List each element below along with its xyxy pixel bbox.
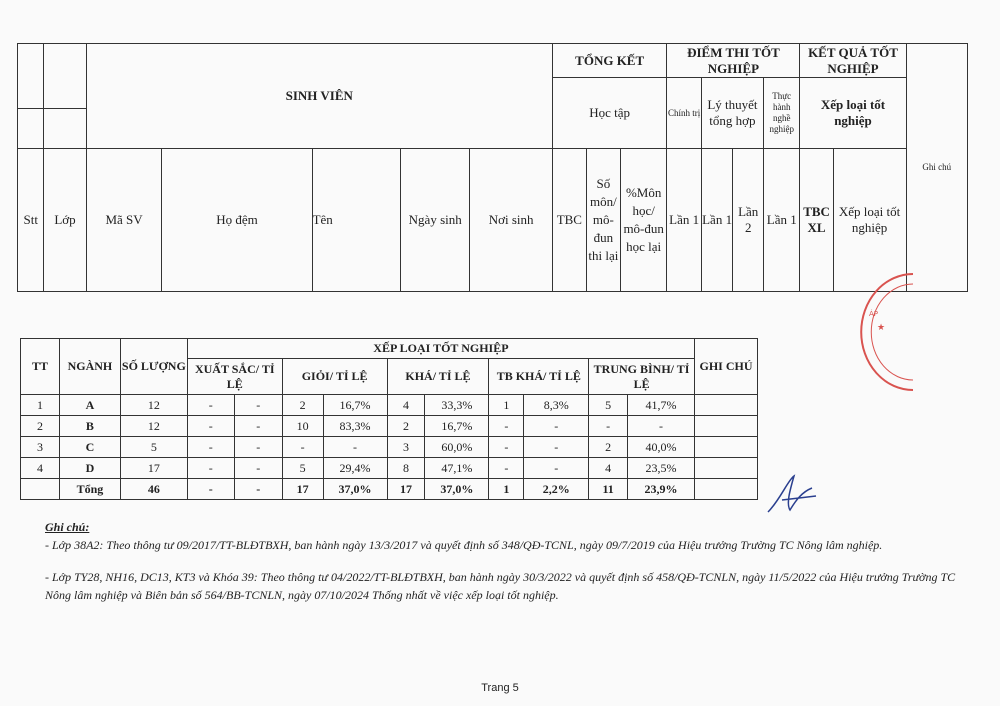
total-tbk-n: 1 [489, 479, 524, 500]
cell-gioi-n: 2 [282, 395, 323, 416]
cell-gioi-p: - [323, 437, 387, 458]
lan2-ly-thuyet-header: Lần 2 [733, 149, 764, 292]
cell-xs-p: - [234, 458, 282, 479]
notes-section [45, 518, 965, 604]
table-row [21, 437, 758, 458]
total-so-luong: 46 [120, 479, 187, 500]
thuc-hanh-header: Thực hành nghề nghiệp [764, 78, 800, 149]
cell-tb-p: 40,0% [628, 437, 695, 458]
total-xs-p: - [234, 479, 282, 500]
so-mon-header: Số môn/ mô-đun thi lại [586, 149, 620, 292]
cell-tbk-p: 8,3% [524, 395, 589, 416]
chinh-tri-header: Chính trị [667, 78, 701, 149]
tbc-header: TBC [552, 149, 586, 292]
cell-ghi-chu [695, 437, 758, 458]
total-tt [21, 479, 60, 500]
cell-kha-p: 33,3% [425, 395, 489, 416]
student-header-table [17, 43, 968, 292]
total-ghi-chu [695, 479, 758, 500]
cell-xs-n: - [187, 458, 234, 479]
trung-binh-header: TRUNG BÌNH/ TỈ LỆ [589, 359, 695, 395]
total-gioi-n: 17 [282, 479, 323, 500]
ho-dem-header: Họ đệm [162, 149, 312, 292]
table-row [21, 458, 758, 479]
cell-tbk-p: - [524, 416, 589, 437]
xep-loai-group-header: Xếp loại tốt nghiệp [800, 78, 906, 149]
gioi-header: GIỎI/ TỈ LỆ [282, 359, 387, 395]
cell-ghi-chu [695, 395, 758, 416]
hoc-tap-header: Học tập [552, 78, 667, 149]
noi-sinh-header: Nơi sinh [470, 149, 553, 292]
page-number: Trang 5 [481, 682, 519, 694]
stt-header: Stt [18, 149, 44, 292]
cell-tt: 4 [21, 458, 60, 479]
svg-text:ÁP: ÁP [869, 310, 879, 318]
cell-tt: 1 [21, 395, 60, 416]
cell-ghi-chu [695, 416, 758, 437]
table-row [21, 416, 758, 437]
lan1-chinh-tri-header: Lần 1 [667, 149, 701, 292]
lop-header: Lớp [44, 149, 86, 292]
xuat-sac-header: XUẤT SẮC/ TỈ LỆ [187, 359, 282, 395]
cell-xs-n: - [187, 395, 234, 416]
total-tb-n: 11 [589, 479, 628, 500]
cell-xs-n: - [187, 416, 234, 437]
cell-gioi-p: 83,3% [323, 416, 387, 437]
note-2: - Lớp TY28, NH16, DC13, KT3 và Khóa 39: Theo thông tư 04/2022/TT-BLĐTBXH, ban hành ngày 30/3/2022 và quyết định số 458/QĐ-TCNLN, ngày 11/5/2022 của Hiệu trưởng Trường TC Nông lâm nghiệp và Biên bản số 564/BB-TCNLN, ngày 07/10/2024 Thống nhất về việc xếp loại tốt nghiệp. [45, 570, 956, 602]
signature-mark [760, 470, 820, 520]
cell-xs-p: - [234, 437, 282, 458]
ly-thuyet-header: Lý thuyết tổng hợp [701, 78, 763, 149]
cell-gioi-n: - [282, 437, 323, 458]
tb-kha-header: TB KHÁ/ TỈ LỆ [489, 359, 589, 395]
cell-so-luong: 12 [120, 416, 187, 437]
tt-header: TT [21, 339, 60, 395]
cell-so-luong: 5 [120, 437, 187, 458]
cell-xs-p: - [234, 395, 282, 416]
cell-xs-n: - [187, 437, 234, 458]
summary-body [21, 395, 758, 479]
cell-kha-n: 8 [387, 458, 425, 479]
cell-tbk-n: - [489, 437, 524, 458]
cell-so-luong: 17 [120, 458, 187, 479]
cell-tbk-p: - [524, 458, 589, 479]
group-tong-ket: TỔNG KẾT [552, 44, 667, 78]
cell-gioi-n: 10 [282, 416, 323, 437]
total-label: Tổng [59, 479, 120, 500]
note-1: - Lớp 38A2: Theo thông tư 09/2017/TT-BLĐTBXH, ban hành ngày 13/3/2017 và quyết định số 348/QĐ-TCNL, ngày 09/7/2019 của Hiệu trưởng Trường TC Nông lâm nghiệp. [45, 538, 883, 552]
ngay-sinh-header: Ngày sinh [401, 149, 470, 292]
lop-spacer-2 [44, 109, 86, 149]
cell-kha-n: 4 [387, 395, 425, 416]
cell-nganh: A [59, 395, 120, 416]
cell-kha-p: 47,1% [425, 458, 489, 479]
total-tbk-p: 2,2% [524, 479, 589, 500]
cell-gioi-n: 5 [282, 458, 323, 479]
cell-kha-n: 2 [387, 416, 425, 437]
ghi-chu-col-header: GHI CHÚ [695, 339, 758, 395]
pct-mon-header: %Môn học/ mô-đun học lại [620, 149, 667, 292]
cell-tb-p: - [628, 416, 695, 437]
graduation-summary-table [20, 338, 758, 500]
cell-tbk-n: - [489, 416, 524, 437]
cell-gioi-p: 16,7% [323, 395, 387, 416]
cell-tbk-n: 1 [489, 395, 524, 416]
stt-spacer [18, 44, 44, 109]
tbc-xl-header: TBC XL [800, 149, 833, 292]
total-xs-n: - [187, 479, 234, 500]
cell-tb-n: - [589, 416, 628, 437]
cell-tt: 3 [21, 437, 60, 458]
nganh-header: NGÀNH [59, 339, 120, 395]
total-row [21, 479, 758, 500]
total-kha-n: 17 [387, 479, 425, 500]
cell-kha-p: 16,7% [425, 416, 489, 437]
cell-tbk-p: - [524, 437, 589, 458]
cell-kha-p: 60,0% [425, 437, 489, 458]
stt-spacer-2 [18, 109, 44, 149]
cell-nganh: B [59, 416, 120, 437]
lan1-thuc-hanh-header: Lần 1 [764, 149, 800, 292]
cell-nganh: D [59, 458, 120, 479]
cell-gioi-p: 29,4% [323, 458, 387, 479]
group-ket-qua: KẾT QUẢ TỐT NGHIỆP [800, 44, 906, 78]
cell-tbk-n: - [489, 458, 524, 479]
xep-loai-header: XẾP LOẠI TỐT NGHIỆP [187, 339, 694, 359]
table-row [21, 395, 758, 416]
xep-loai-col-header: Xếp loại tốt nghiệp [833, 149, 906, 292]
group-sinh-vien: SINH VIÊN [86, 44, 552, 149]
cell-kha-n: 3 [387, 437, 425, 458]
notes-title: Ghi chú: [45, 520, 90, 534]
cell-tb-n: 5 [589, 395, 628, 416]
ghi-chu-header: Ghi chú [906, 44, 968, 292]
lop-spacer [44, 44, 86, 109]
total-kha-p: 37,0% [425, 479, 489, 500]
cell-nganh: C [59, 437, 120, 458]
red-stamp [855, 272, 913, 392]
lan1-ly-thuyet-header: Lần 1 [701, 149, 733, 292]
cell-tt: 2 [21, 416, 60, 437]
ten-header: Tên [312, 149, 400, 292]
cell-tb-p: 23,5% [628, 458, 695, 479]
cell-ghi-chu [695, 458, 758, 479]
so-luong-header: SỐ LƯỢNG [120, 339, 187, 395]
total-gioi-p: 37,0% [323, 479, 387, 500]
cell-xs-p: - [234, 416, 282, 437]
cell-tb-n: 2 [589, 437, 628, 458]
cell-tb-p: 41,7% [628, 395, 695, 416]
cell-so-luong: 12 [120, 395, 187, 416]
svg-text:★: ★ [877, 323, 886, 333]
total-tb-p: 23,9% [628, 479, 695, 500]
kha-header: KHÁ/ TỈ LỆ [387, 359, 489, 395]
ma-sv-header: Mã SV [86, 149, 162, 292]
group-diem-thi: ĐIỂM THI TỐT NGHIỆP [667, 44, 800, 78]
cell-tb-n: 4 [589, 458, 628, 479]
